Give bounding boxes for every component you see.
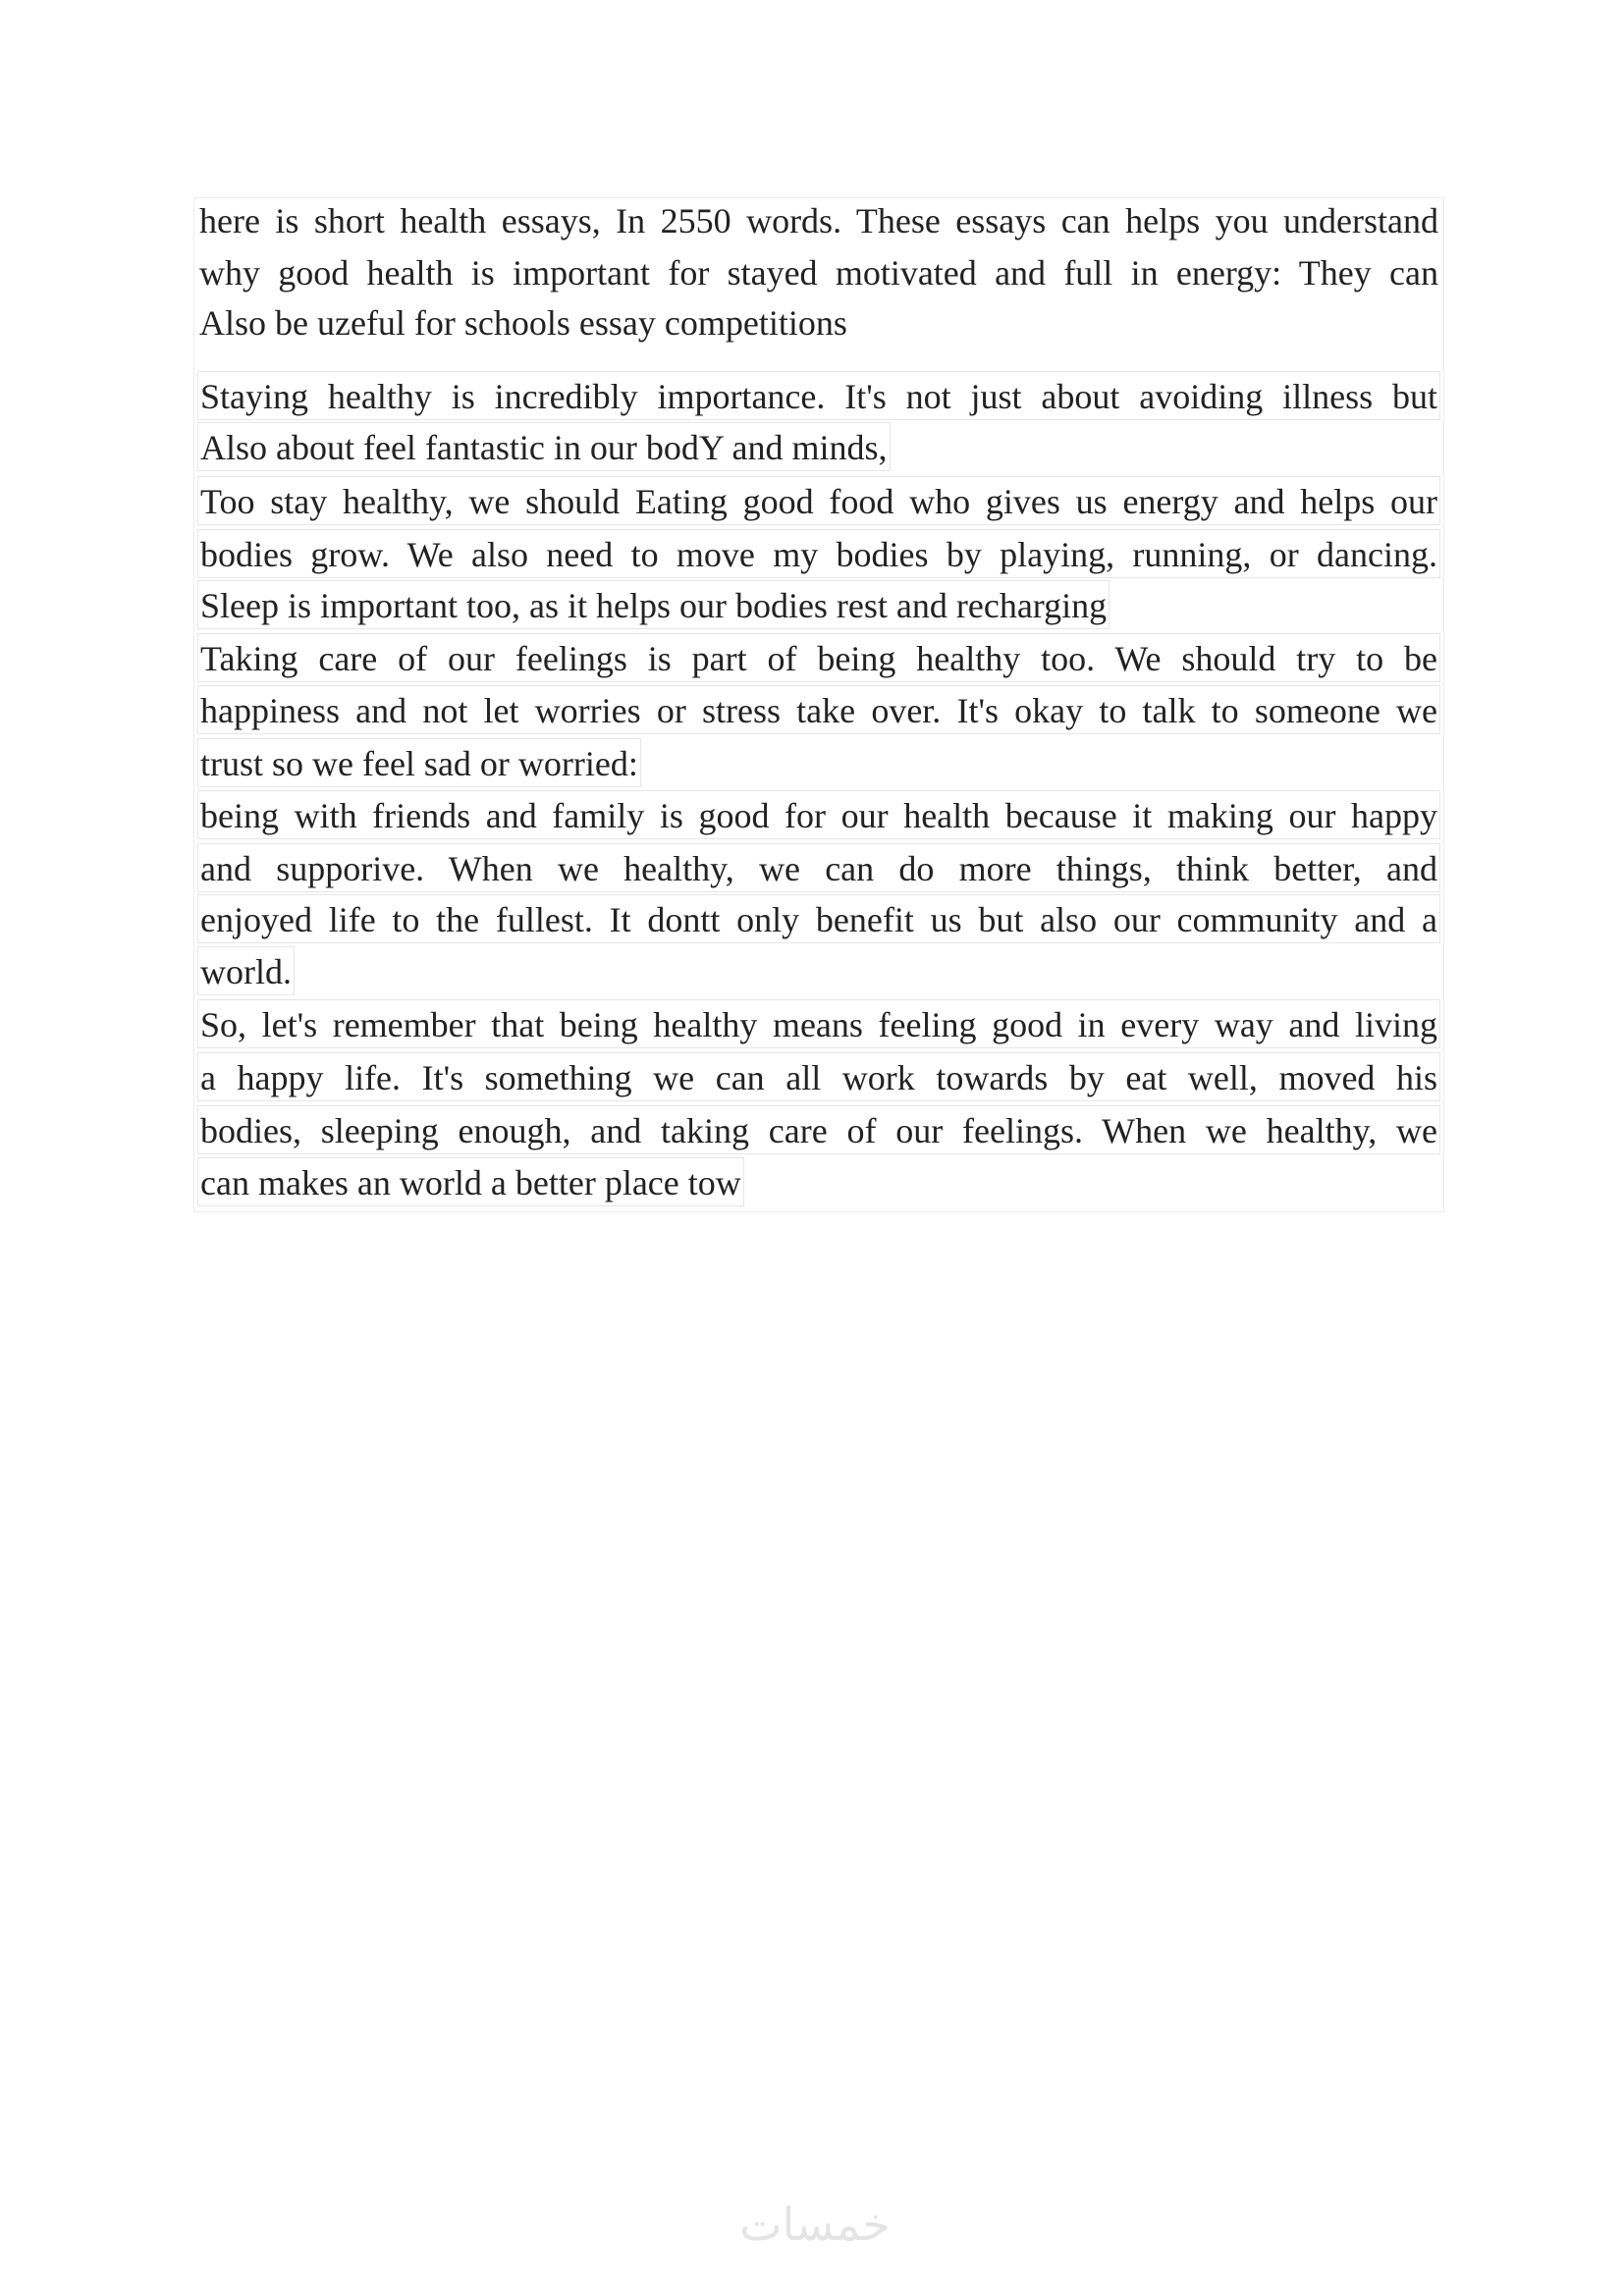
- text-line: can makes an world a better place tow: [197, 1157, 744, 1206]
- text-line: enjoyed life to the fullest. It dontt only benefit us but also our community and a: [197, 894, 1440, 943]
- text-line: bodies, sleeping enough, and taking care of our feelings. When we healthy, we: [197, 1105, 1440, 1154]
- text-line: being with friends and family is good for our health because it making our happy: [197, 790, 1440, 839]
- text-line: Too stay healthy, we should Eating good food who gives us energy and helps our: [197, 476, 1440, 525]
- intro-line: Also be uzeful for schools essay competitions: [199, 303, 847, 343]
- intro-line: here is short health essays, In 2550 words. These essays can helps you understand: [199, 201, 1438, 240]
- intro-line: why good health is important for stayed motivated and full in energy: They can: [199, 253, 1438, 293]
- text-line: world.: [197, 946, 295, 995]
- text-line: So, let's remember that being healthy means feeling good in every way and living: [197, 999, 1440, 1048]
- text-line: happiness and not let worries or stress take over. It's okay to talk to someone we: [197, 685, 1440, 734]
- watermark-text: خمسات: [739, 2199, 891, 2248]
- text-line: Taking care of our feelings is part of being healthy too. We should try to be: [197, 633, 1440, 682]
- text-line: Sleep is important too, as it helps our bodies rest and recharging: [197, 580, 1110, 629]
- text-line: Staying healthy is incredibly importance. It's not just about avoiding illness but: [197, 371, 1440, 420]
- text-line: trust so we feel sad or worried:: [197, 738, 641, 787]
- text-line: Also about feel fantastic in our bodY and minds,: [197, 422, 891, 471]
- watermark-logo: [717, 2199, 913, 2248]
- text-line: bodies grow. We also need to move my bodies by playing, running, or dancing.: [197, 529, 1440, 578]
- text-line: a happy life. It's something we can all work towards by eat well, moved his: [197, 1052, 1440, 1101]
- text-line: and supporive. When we healthy, we can do more things, think better, and: [197, 843, 1440, 892]
